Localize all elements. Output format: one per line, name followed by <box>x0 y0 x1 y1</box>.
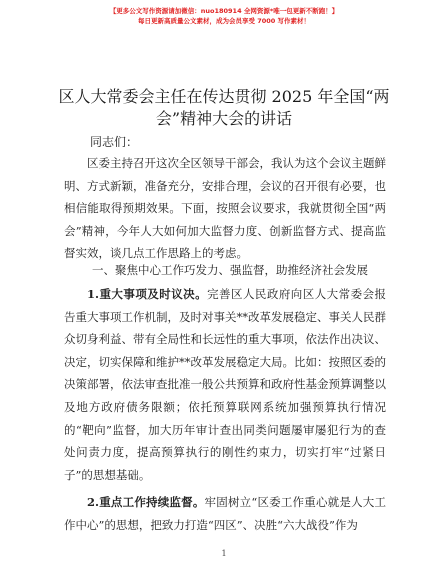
item-1-text: 完善区人民政府向区人大常委会报告重大事项工作机制，及时对事关**改革发展稳定、事关人民群众切身利益、带有全局性和长远性的重大事项，依法作出决议、决定，切实保障和维护**改革发展稳定大局。比如：按照区委的决策部署，依法审查批准一般公共预算和政府性基金预算调整以及地方政府债务限额；依托预算联网系统加强预算执行情况的“靶向”监督，加大历年审计查出同类问题屡审屡犯行为的查处问责力度，提高预算执行的刚性约束力，切实打牢“过紧日子”的思想基础。 <box>64 287 386 482</box>
item-1-paragraph <box>64 283 386 486</box>
item-2-text: 牢固树立“区委工作重心就是人大工作中心”的思想，把致力打造“四区”、决胜“六大战役”作为 <box>64 495 386 532</box>
item-2-lead: 2.重点工作持续监督。 <box>87 495 205 509</box>
banner-line-1: 【更多公文写作资源请加微信：nuo180914 全网资源*唯一包更新不断跑！】 <box>109 7 339 15</box>
salutation: 同志们： <box>90 135 139 149</box>
document-title: 区人大常委会主任在传达贯彻 2025 年全国“两会”精神大会的讲话 <box>58 87 390 128</box>
section-heading-1: 一、聚焦中心工作巧发力、强监督，助推经济社会发展 <box>92 263 368 277</box>
item-1-lead: 1.重大事项及时议决。 <box>87 287 208 301</box>
promo-banner <box>0 6 448 26</box>
banner-line-2: 每日更新高质量公文素材，成为会员享受 7000 写作素材！ <box>137 17 311 25</box>
page-number: 1 <box>221 549 227 558</box>
intro-paragraph: 区委主持召开这次全区领导干部会，我认为这个会议主题鲜明、方式新颖，准备充分，安排合理，会议的召开很有必要，也相信能取得预期效果。下面，按照会议要求，我就贯彻全国“两会”精神，今年人大如何加大监督力度、创新监督方式、提高监督实效，谈几点工作思路上的考虑。 <box>64 156 386 261</box>
item-2-paragraph <box>64 491 386 536</box>
